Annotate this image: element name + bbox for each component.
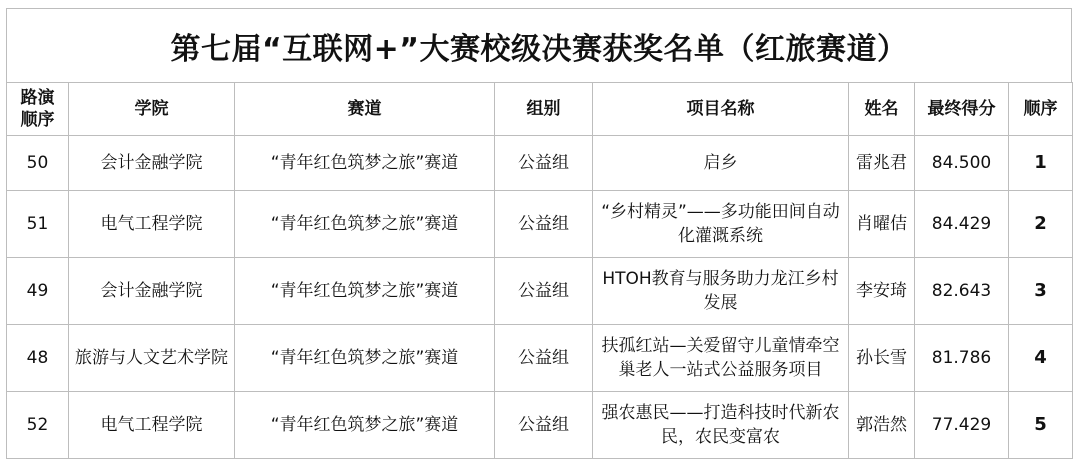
cell-group: 公益组 [495,325,593,392]
cell-track: “青年红色筑梦之旅”赛道 [235,136,495,191]
cell-order: 51 [7,191,69,258]
cell-track: “青年红色筑梦之旅”赛道 [235,191,495,258]
cell-order: 48 [7,325,69,392]
table-row [7,258,1073,325]
cell-track: “青年红色筑梦之旅”赛道 [235,325,495,392]
cell-rank: 2 [1009,191,1073,258]
header-group: 组别 [495,83,593,136]
cell-college: 电气工程学院 [69,392,235,459]
cell-group: 公益组 [495,191,593,258]
cell-college: 旅游与人文艺术学院 [69,325,235,392]
cell-name: 李安琦 [849,258,915,325]
cell-score: 81.786 [915,325,1009,392]
cell-name: 郭浩然 [849,392,915,459]
header-name: 姓名 [849,83,915,136]
cell-name: 肖曜佶 [849,191,915,258]
results-table [6,82,1073,459]
cell-project: 强农惠民——打造科技时代新农民，农民变富农 [593,392,849,459]
cell-college: 电气工程学院 [69,191,235,258]
cell-project: 扶孤红站—关爱留守儿童情牵空巢老人一站式公益服务项目 [593,325,849,392]
cell-order: 50 [7,136,69,191]
page-title: 第七届“互联网+”大赛校级决赛获奖名单（红旅赛道） [170,31,908,67]
cell-project: HTOH教育与服务助力龙江乡村发展 [593,258,849,325]
cell-rank: 3 [1009,258,1073,325]
cell-rank: 4 [1009,325,1073,392]
cell-college: 会计金融学院 [69,136,235,191]
cell-order: 49 [7,258,69,325]
cell-score: 77.429 [915,392,1009,459]
cell-group: 公益组 [495,136,593,191]
table-row [7,191,1073,258]
header-project: 项目名称 [593,83,849,136]
title-bar [6,8,1072,82]
header-order: 路演 顺序 [7,83,69,136]
table-row [7,136,1073,191]
table-row [7,325,1073,392]
cell-project: “乡村精灵”——多功能田间自动化灌溉系统 [593,191,849,258]
header-score: 最终得分 [915,83,1009,136]
cell-score: 84.500 [915,136,1009,191]
cell-track: “青年红色筑梦之旅”赛道 [235,258,495,325]
cell-rank: 1 [1009,136,1073,191]
cell-name: 孙长雪 [849,325,915,392]
header-row [7,83,1073,136]
cell-group: 公益组 [495,392,593,459]
header-rank: 顺序 [1009,83,1073,136]
cell-college: 会计金融学院 [69,258,235,325]
cell-name: 雷兆君 [849,136,915,191]
header-track: 赛道 [235,83,495,136]
cell-group: 公益组 [495,258,593,325]
cell-rank: 5 [1009,392,1073,459]
cell-project: 启乡 [593,136,849,191]
header-college: 学院 [69,83,235,136]
cell-score: 84.429 [915,191,1009,258]
cell-order: 52 [7,392,69,459]
table-row [7,392,1073,459]
cell-score: 82.643 [915,258,1009,325]
cell-track: “青年红色筑梦之旅”赛道 [235,392,495,459]
